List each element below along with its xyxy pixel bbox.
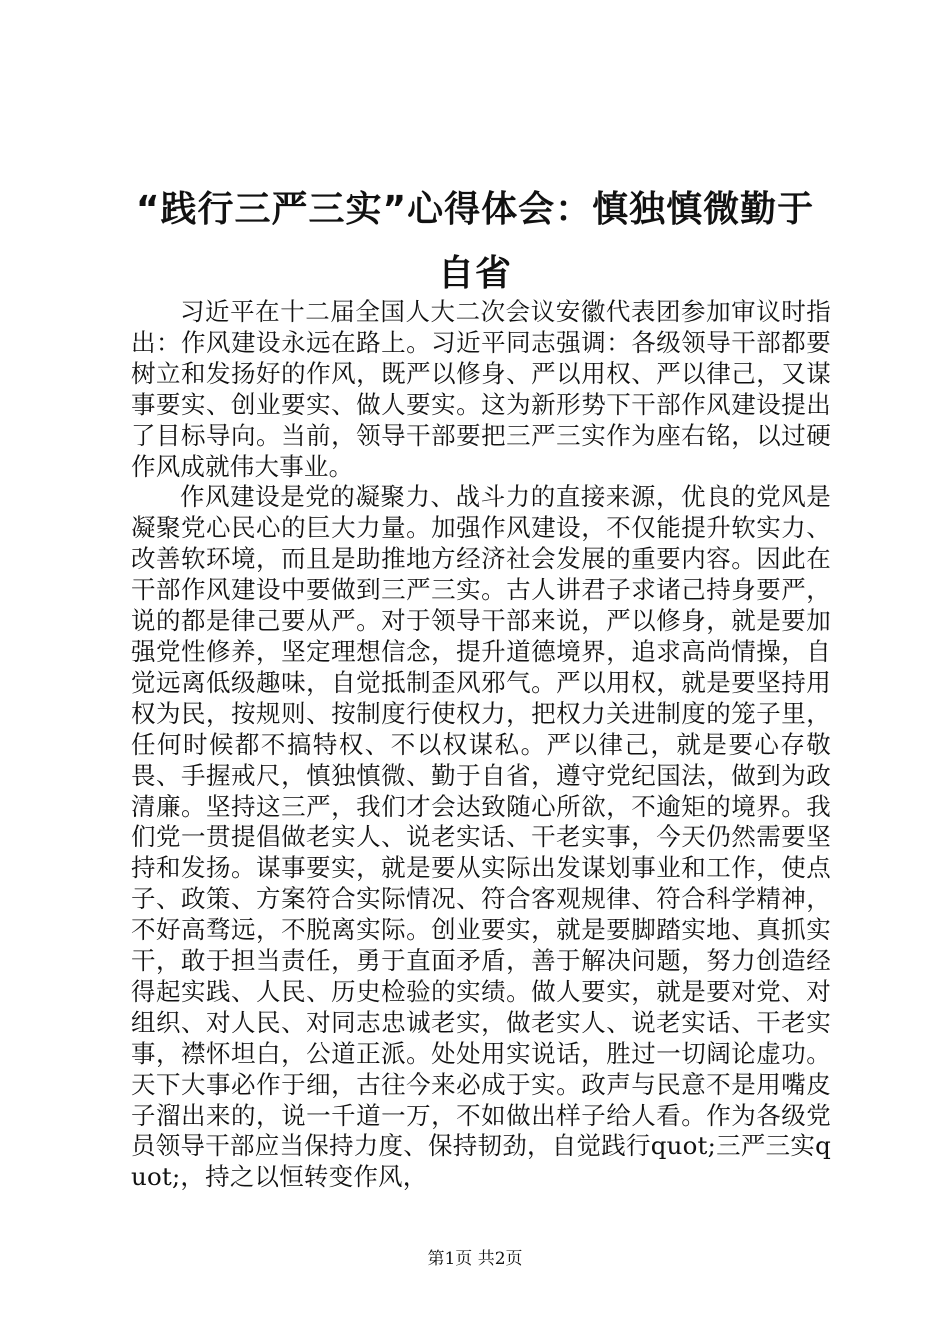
document-title: “践行三严三实”心得体会：慎独慎微勤于自省: [135, 189, 815, 294]
paragraph-2: 作风建设是党的凝聚力、战斗力的直接来源，优良的党风是凝聚党心民心的巨大力量。加强作风建设，不仅能提升软实力、改善软环境，而且是助推地方经济社会发展的重要内容。因此在干部作风建设中要做到三严三实。古人讲君子求诸己持身要严，说的都是律己要从严。对于领导干部来说，严以修身，就是要加强党性修养，坚定理想信念，提升道德境界，追求高尚情操，自觉远离低级趣味，自觉抵制歪风邪气。严以用权，就是要坚持用权为民，按规则、按制度行使权力，把权力关进制度的笼子里，任何时候都不搞特权、不以权谋私。严以律己，就是要心存敬畏、手握戒尺，慎独慎微、勤于自省，遵守党纪国法，做到为政清廉。坚持这三严，我们才会达致随心所欲，不逾矩的境界。我们党一贯提倡做老实人、说老实话、干老实事，今天仍然需要坚持和发扬。谋事要实，就是要从实际出发谋划事业和工作，使点子、政策、方案符合实际情况、符合客观规律、符合科学精神，不好高骛远，不脱离实际。创业要实，就是要脚踏实地、真抓实干，敢于担当责任，勇于直面矛盾，善于解决问题，努力创造经得起实践、人民、历史检验的实绩。做人要实，就是要对党、对组织、对人民、对同志忠诚老实，做老实人、说老实话、干老实事，襟怀坦白，公道正派。处处用实说话，胜过一切阔论虚功。天下大事必作于细，古往今来必成于实。政声与民意不是用嘴皮子溜出来的，说一千道一万，不如做出样子给人看。作为各级党员领导干部应当保持力度、保持韧劲，自觉践行quot;三严三实quot;，持之以恒转变作风，: [131, 482, 831, 1192]
paragraph-1: 习近平在十二届全国人大二次会议安徽代表团参加审议时指出：作风建设永远在路上。习近平同志强调：各级领导干部都要树立和发扬好的作风，既严以修身、严以用权、严以律己，又谋事要实、创业要实、做人要实。这为新形势下干部作风建设提出了目标导向。当前，领导干部要把三严三实作为座右铭，以过硬作风成就伟大事业。: [131, 297, 831, 481]
document-body: [131, 297, 831, 1193]
page-footer: 第1页 共2页: [427, 1249, 523, 1269]
